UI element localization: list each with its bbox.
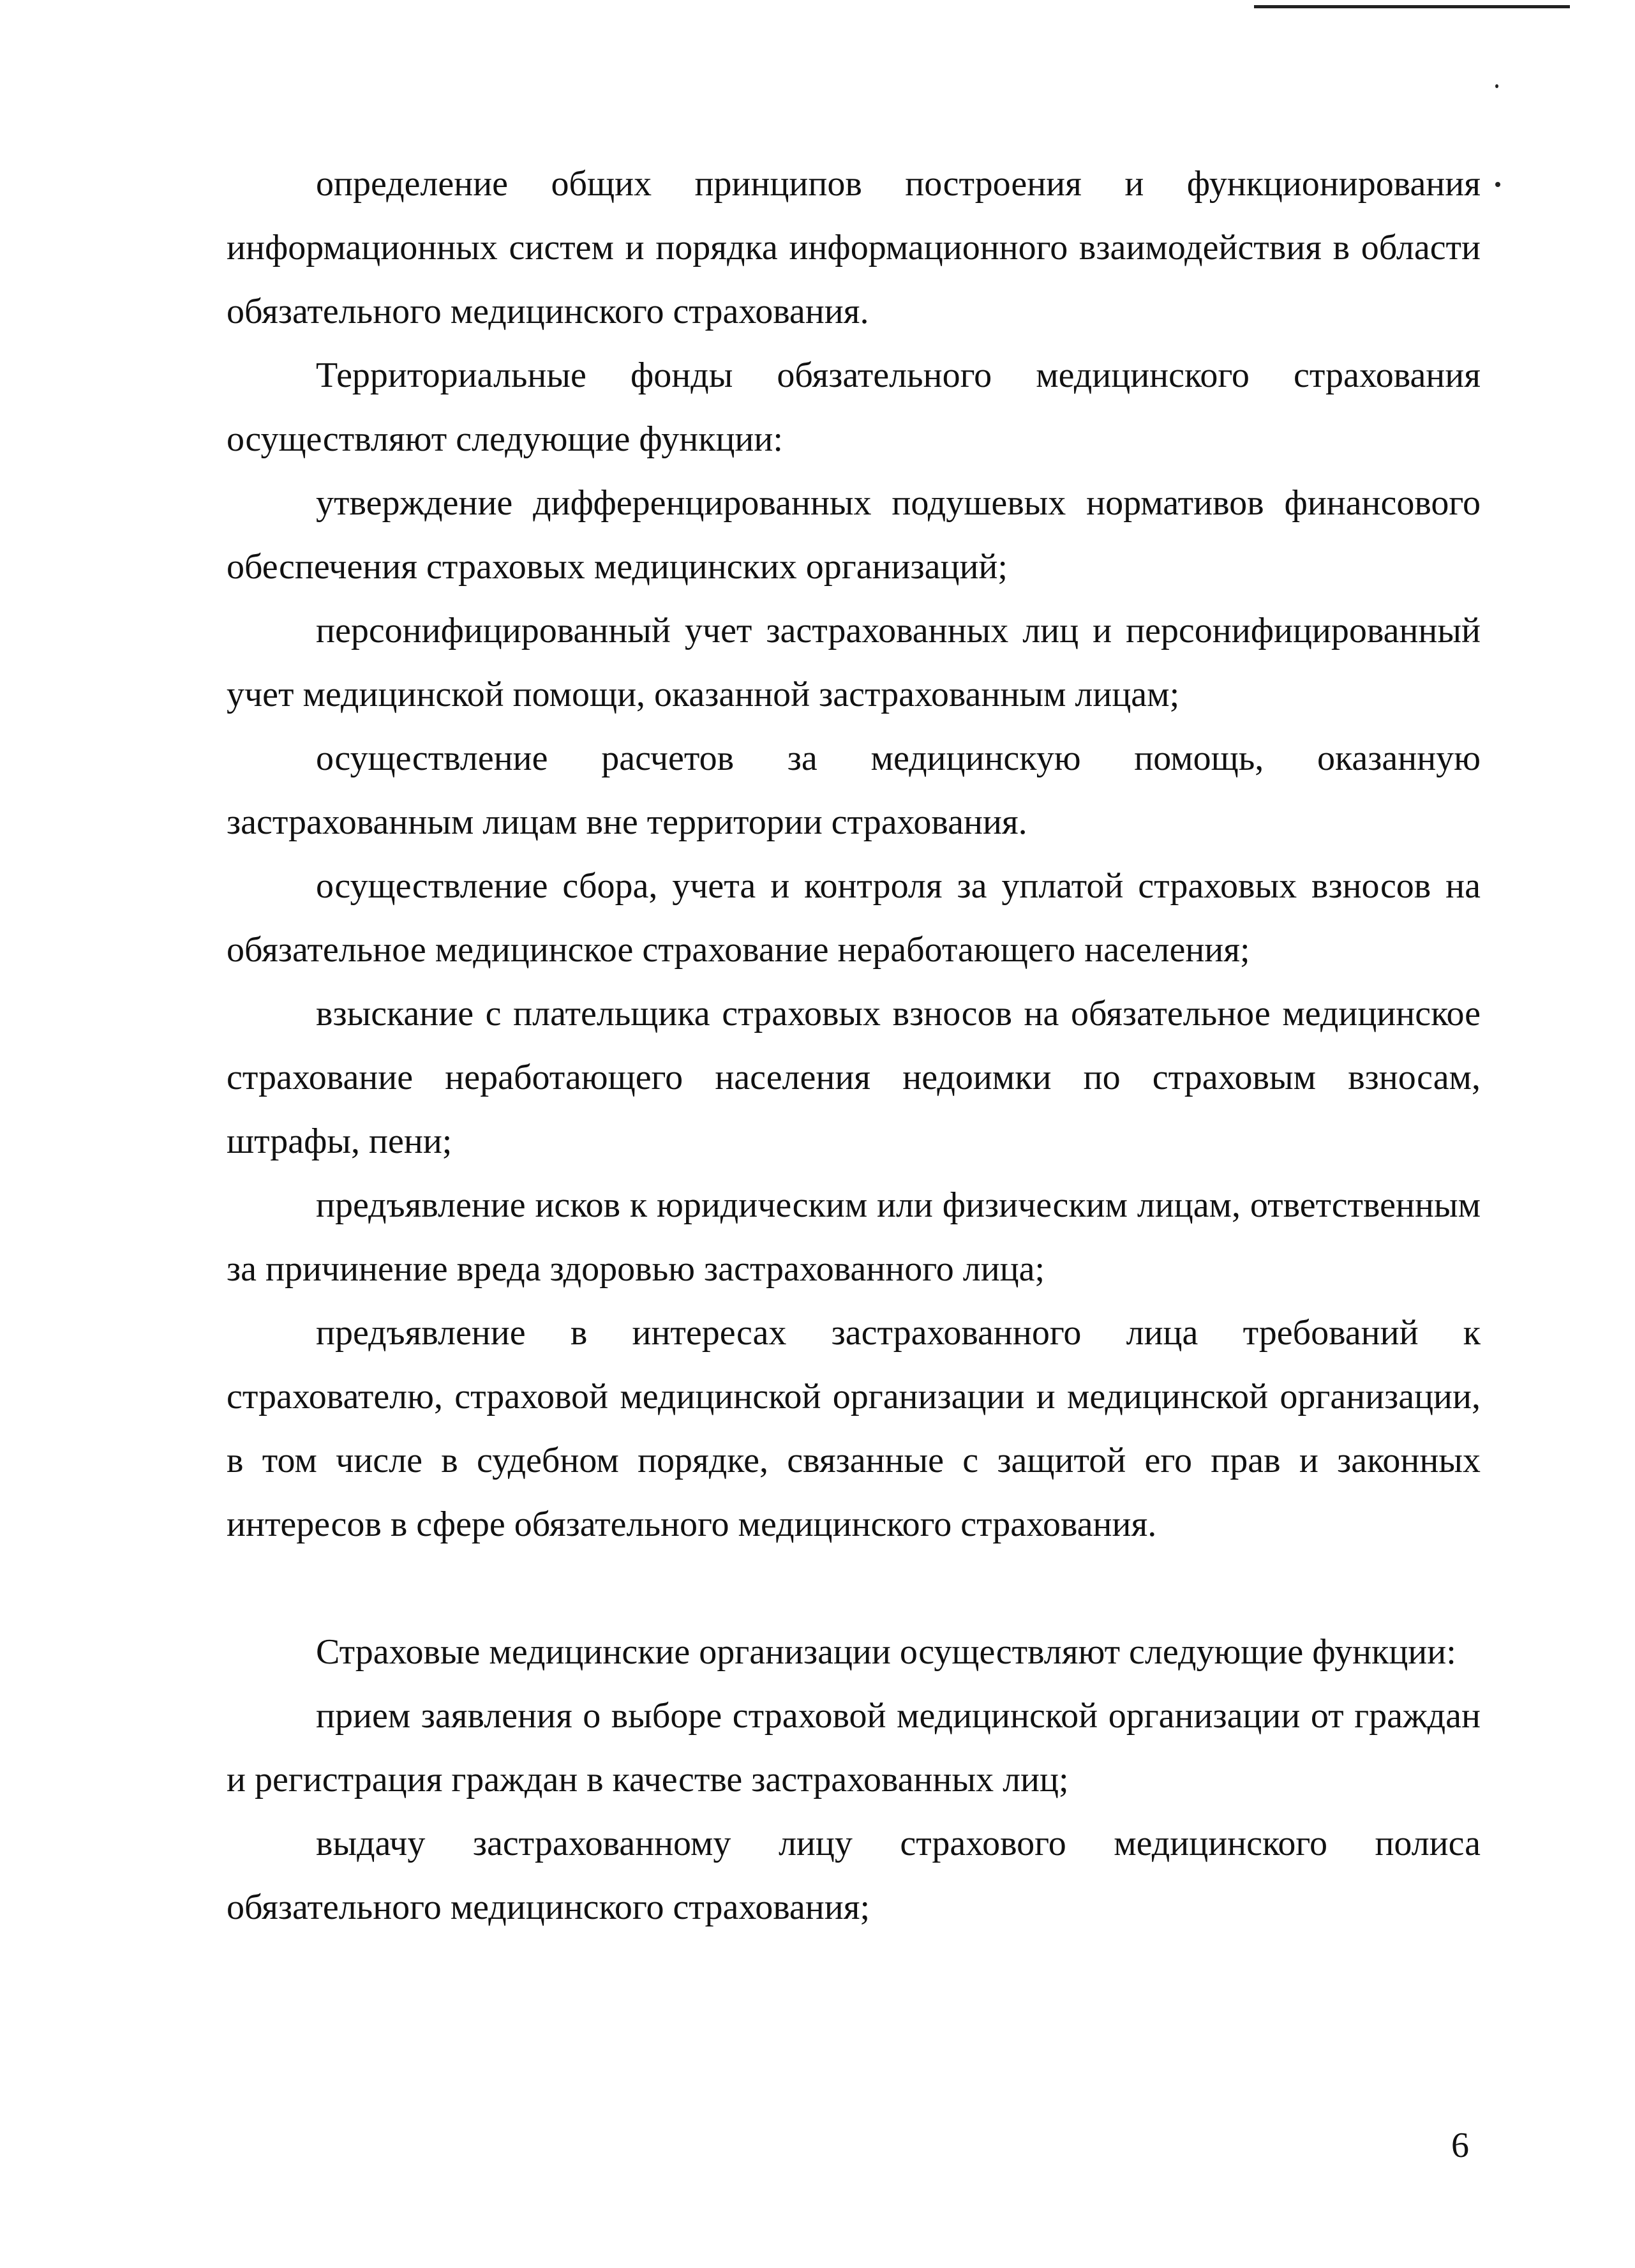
scan-artifact-line <box>1254 5 1570 8</box>
paragraph: Территориальные фонды обязательного медицинского страхования осуществляют следующие функции: <box>227 356 1481 459</box>
paragraph: осуществление сбора, учета и контроля за уплатой страховых взносов на обязательное медицинское страхование неработающего населения; <box>227 866 1481 970</box>
paragraph: выдачу застрахованному лицу страхового медицинского полиса обязательного медицинского страхования; <box>227 1824 1481 1927</box>
paragraph: взыскание с плательщика страховых взносов на обязательное медицинское страхование неработающего населения недоимки по страховым взносам, штрафы, пени; <box>227 994 1481 1161</box>
paragraph: предъявление в интересах застрахованного лица требований к страхователю, страховой медицинской организации и медицинской организации, в том числе в судебном порядке, связанные с защитой его прав и законных интересов в сфере обязательного медицинского страхования. <box>227 1313 1481 1544</box>
paragraph: предъявление исков к юридическим или физическим лицам, ответственным за причинение вреда здоровью застрахованного лица; <box>227 1185 1481 1289</box>
page-number: 6 <box>1451 2126 1469 2165</box>
paragraph: определение общих принципов построения и функционирования информационных систем и порядка информационного взаимодействия в области обязательного медицинского страхования. <box>227 164 1481 331</box>
paragraph: утверждение дифференцированных подушевых нормативов финансового обеспечения страховых медицинских организаций; <box>227 483 1481 587</box>
scan-artifact-speck <box>1495 182 1500 187</box>
section-spacer <box>227 1556 1481 1620</box>
paragraph: персонифицированный учет застрахованных лиц и персонифицированный учет медицинской помощи, оказанной застрахованным лицам; <box>227 611 1481 714</box>
paragraph: Страховые медицинские организации осуществляют следующие функции: <box>316 1632 1456 1672</box>
paragraph: прием заявления о выборе страховой медицинской организации от граждан и регистрация граждан в качестве застрахованных лиц; <box>227 1696 1481 1799</box>
scan-artifact-speck <box>1495 84 1498 88</box>
document-body <box>227 152 1481 1939</box>
paragraph: осуществление расчетов за медицинскую помощь, оказанную застрахованным лицам вне территории страхования. <box>227 739 1481 842</box>
